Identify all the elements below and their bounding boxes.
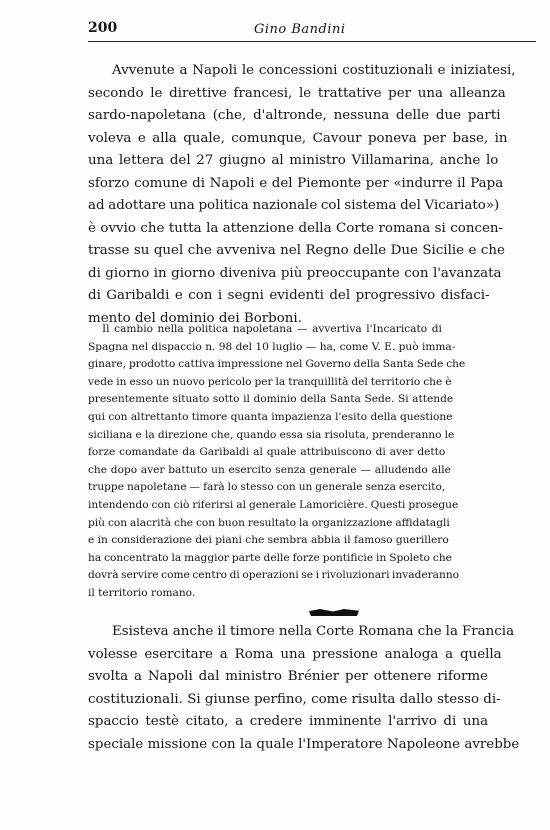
text-line: speciale missione con la quale l'Imperatore Napoleone avrebbe <box>88 736 520 752</box>
page-number: 200 <box>88 20 118 36</box>
text-line: vede in esso un nuovo pericolo per la tranquillità del territorio che è <box>88 375 452 388</box>
text-line: sforzo comune di Napoli e del Piemonte per «indurre il Papa <box>88 175 504 191</box>
page-header <box>88 20 536 40</box>
text-line: mento del dominio dei Borboni. <box>88 310 302 326</box>
text-line: siciliana e la direzione che, quando essa sia risoluta, prenderanno le <box>88 428 455 441</box>
text-line: Spagna nel dispaccio n. 98 del 10 luglio — ha, come V. E. può imma- <box>88 340 456 353</box>
text-line: secondo le direttive francesi, le trattative per una alleanza <box>88 85 506 101</box>
text-line: spaccio testè citato, a credere imminente l'arrivo di una <box>88 714 489 729</box>
text-line: che dopo aver battuto un esercito senza generale — alludendo alle <box>88 463 451 476</box>
text-line: voleva e alla quale, comunque, Cavour poneva per base, in <box>88 130 508 146</box>
text-line: e in considerazione dei piani che sembra abbia il famoso guerillero <box>88 534 449 547</box>
text-line: ad adottare una politica nazionale col sistema del Vicariato») <box>88 198 500 213</box>
text-line: una lettera del 27 giugno al ministro Villamarina, anche lo <box>88 153 499 168</box>
header-rule <box>88 41 536 42</box>
text-line: di giorno in giorno diveniva più preoccupante con l'avanzata <box>88 265 502 281</box>
text-line: più con alacrità che con buon resultato la organizzazione affidatagli <box>88 516 450 529</box>
text-line: ginare, prodotto cattiva impressione nel Governo della Santa Sede che <box>88 358 466 371</box>
text-line: Esisteva anche il timore nella Corte Romana che la Francia <box>112 624 515 639</box>
text-line: svolta a Napoli dal ministro Brénier per ottenere riforme <box>88 669 488 684</box>
paragraph-2 <box>88 621 520 756</box>
text-line: dovrà servire come centro di operazioni se i rivoluzionari invaderanno <box>88 569 460 582</box>
text-line: sardo-napoletana (che, d'altronde, nessuna delle due parti <box>88 108 501 123</box>
text-line: volesse esercitare a Roma una pressione analoga a quella <box>88 646 502 662</box>
quoted-dispatch <box>88 321 520 603</box>
text-line: forze comandate da Garibaldi al quale attribuiscono di aver detto <box>88 446 446 459</box>
text-line: trasse su quel che avveniva nel Regno delle Due Sicilie e che <box>88 243 505 258</box>
text-line: intendendo con ciò riferirsi al generale Lamoricière. Questi prosegue <box>88 498 459 511</box>
text-line: di Garibaldi e con i segni evidenti del progressivo disfaci- <box>88 288 490 303</box>
text-line: truppe napoletane — farà lo stesso con un generale senza esercito, <box>88 481 446 494</box>
text-line: è ovvio che tutta la attenzione della Corte romana si concen- <box>88 220 504 236</box>
text-line: presentemente situato sotto il dominio della Santa Sede. Si attende <box>88 393 454 406</box>
text-line: ha concentrato la maggior parte delle forze pontificie in Spoleto che <box>88 551 452 564</box>
text-line: il territorio romano. <box>88 586 196 599</box>
text-line: qui con altrettanto timore quanta impazienza l'esito della questione <box>88 410 453 423</box>
text-line: Il cambio nella politica napoletana — avvertiva l'Incaricato di <box>102 323 442 335</box>
running-title: Gino Bandini <box>254 22 346 37</box>
section-separator-mark <box>309 609 359 616</box>
text-line: Avvenute a Napoli le concessioni costituzionali e iniziatesi, <box>112 63 516 78</box>
text-line: costituzionali. Si giunse perfino, come risulta dallo stesso di- <box>88 691 501 707</box>
paragraph-1 <box>88 60 520 330</box>
